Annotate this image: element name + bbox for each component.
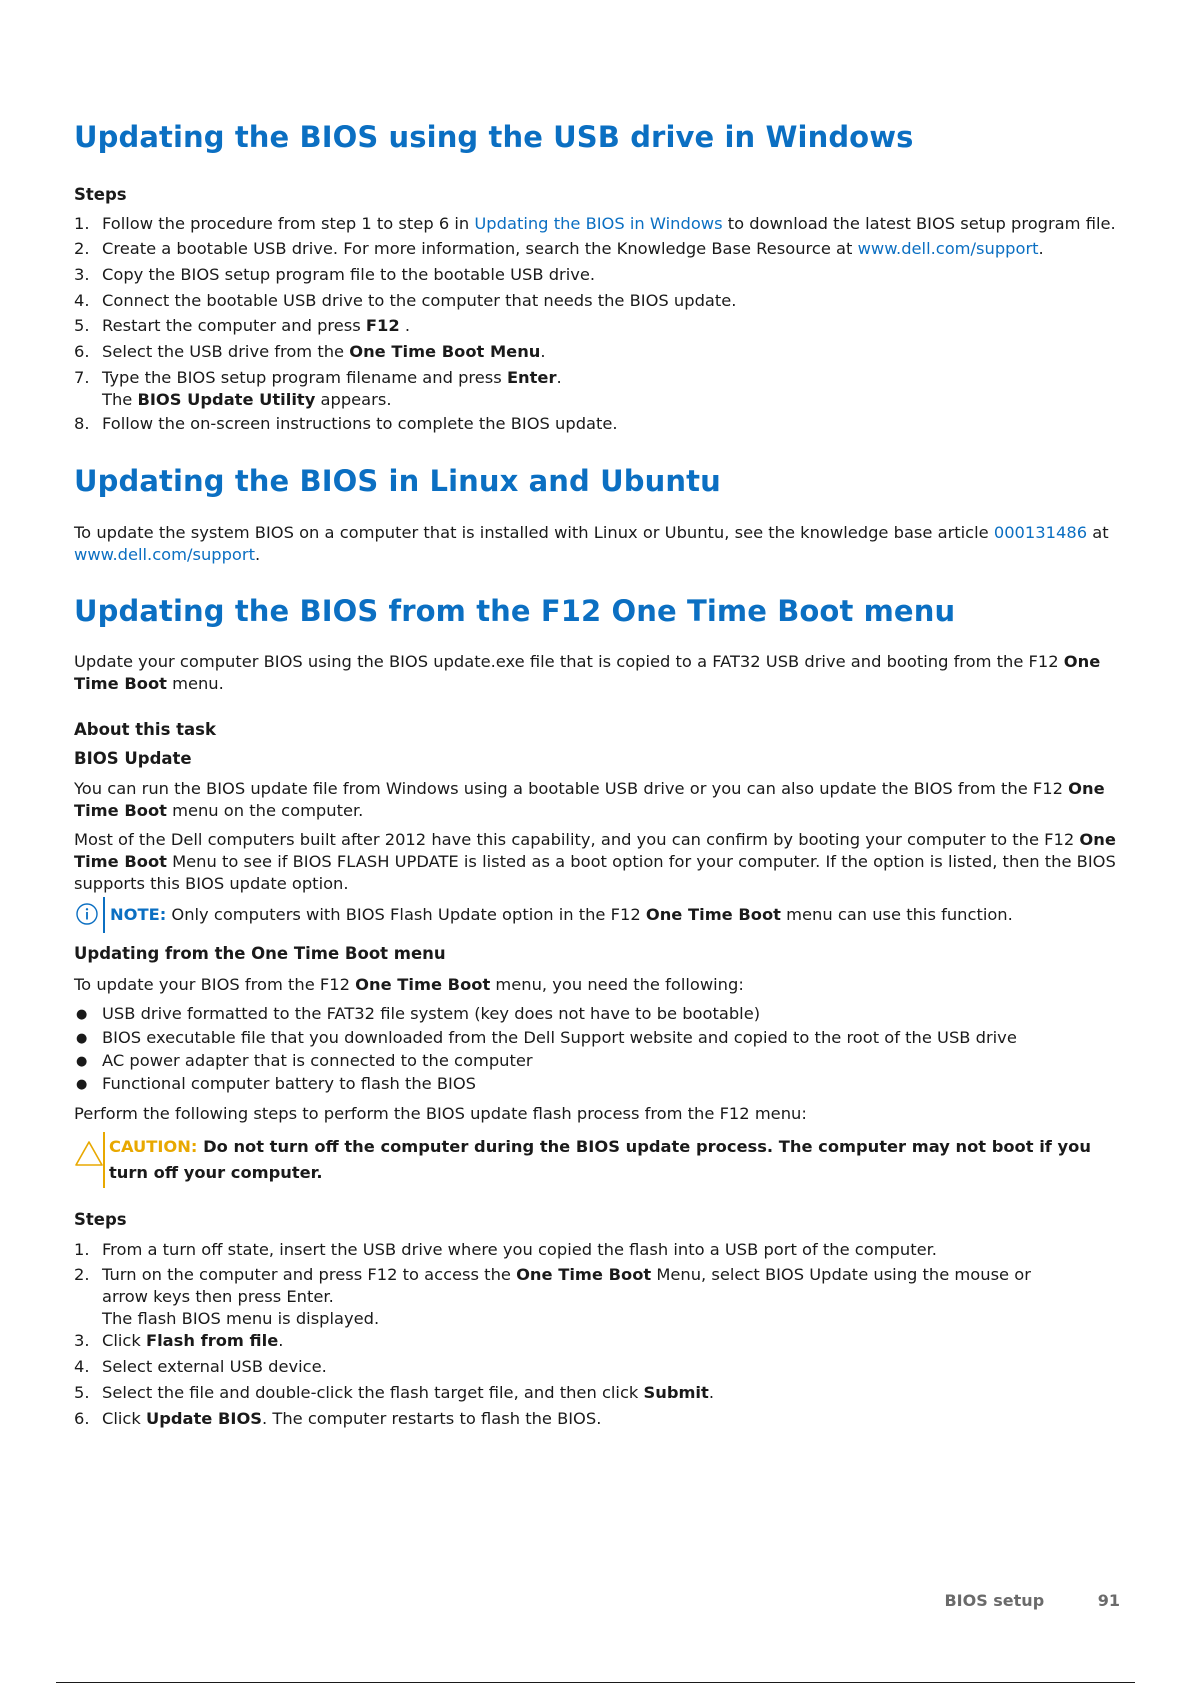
note-body: Only computers with BIOS Flash Update option in the F12 [166,905,646,924]
list-item [74,264,1120,286]
caution-label: CAUTION: [109,1137,198,1156]
note-bold: One Time Boot [645,905,781,924]
para-text: Menu to see if BIOS FLASH UPDATE is listed as a boot option for your computer. If the option is listed, then the BIOS supports this BIOS update option. [74,852,1116,893]
step-text: Select the file and double-click the flash target file, and then click [102,1383,644,1402]
step-number: 7. [74,368,90,387]
caution-text [109,1134,1119,1186]
step-bold: Flash from file [145,1331,279,1350]
para-text: menu. [166,674,224,693]
step-text: Connect the bootable USB drive to the computer that needs the BIOS update. [102,291,737,310]
list-item [74,1239,1120,1261]
step-text: . [399,316,411,335]
step-number: 1. [74,1240,90,1259]
step-number: 5. [74,316,90,335]
step-number: 2. [74,239,90,258]
step-text: Create a bootable USB drive. For more information, search the Knowledge Base Resource at [102,239,858,258]
step-number: 1. [74,214,90,233]
step-text: Follow the on-screen instructions to complete the BIOS update. [102,414,618,433]
list-item [74,1264,1120,1330]
para-text: Most of the Dell computers built after 2012 have this capability, and you can confirm by booting your computer to the F12 [74,830,1080,849]
step-bold: Submit [643,1383,709,1402]
step-number: 6. [74,342,90,361]
page-footer [944,1591,1120,1610]
step-text: Type the BIOS setup program filename and press [102,368,507,387]
link-kb-article[interactable]: 000131486 [993,523,1088,542]
bios-update-heading: BIOS Update [74,749,192,768]
step-number: 8. [74,414,90,433]
step-text: Copy the BIOS setup program file to the bootable USB drive. [102,265,596,284]
step-text: . [708,1383,714,1402]
step-number: 3. [74,1331,90,1350]
step-text: Follow the procedure from step 1 to step 6 in [102,214,475,233]
section-title-usb-windows: Updating the BIOS using the USB drive in Windows [74,120,914,154]
step-bold: Update BIOS [145,1409,263,1428]
para-text: menu, you need the following: [490,975,744,994]
list-item [74,341,1120,363]
list-item [74,213,1120,235]
step-number: 4. [74,291,90,310]
para-bold: One Time Boot [74,830,1116,871]
step-number: 3. [74,265,90,284]
caution-divider [103,1132,105,1188]
intro-paragraph [74,651,1120,695]
step-text: Click [102,1409,146,1428]
caution-body: Do not turn off the computer during the BIOS update process. The computer may not boot if you turn off your computer. [109,1137,1091,1182]
bullet-dot: ● [76,1007,88,1022]
bullet-text: Functional computer battery to flash the BIOS [102,1074,476,1093]
step-text: Menu, select BIOS Update using the mouse or arrow keys then press Enter. [102,1265,1031,1306]
info-icon [76,903,98,925]
about-task-heading: About this task [74,720,216,739]
step-text: The flash BIOS menu is displayed. [102,1309,380,1328]
note-label: NOTE: [110,905,167,924]
note-body: menu can use this function. [780,905,1013,924]
step-text: Click [102,1331,146,1350]
para-text: menu on the computer. [166,801,364,820]
list-item [74,238,1120,260]
step-bold: One Time Boot [516,1265,652,1284]
paragraph-3 [74,974,1120,996]
step-text: . [540,342,546,361]
step-text: . The computer restarts to flash the BIOS. [262,1409,602,1428]
list-item [74,290,1120,312]
section-title-linux-ubuntu: Updating the BIOS in Linux and Ubuntu [74,464,721,498]
step-text: appears. [315,390,392,409]
list-item [74,1382,1120,1404]
list-item [74,1027,1120,1049]
step-text: The [102,390,138,409]
para-bold: One Time Boot [74,652,1101,693]
step-bold: One Time Boot Menu [349,342,541,361]
link-dell-support[interactable]: www.dell.com/support [74,545,255,564]
list-item [74,367,1120,411]
para-text: Update your computer BIOS using the BIOS update.exe file that is copied to a FAT32 USB drive and booting from the F12 [74,652,1064,671]
step-bold: BIOS Update Utility [137,390,316,409]
note-text [110,904,1013,926]
steps-heading: Steps [74,1210,127,1229]
paragraph-2 [74,829,1120,895]
bullet-text: USB drive formatted to the FAT32 file system (key does not have to be bootable) [102,1004,761,1023]
step-text: Select the USB drive from the [102,342,350,361]
step-text: Turn on the computer and press F12 to access the [102,1265,517,1284]
paragraph-1 [74,778,1120,822]
step-text: Restart the computer and press [102,316,366,335]
footer-section-name: BIOS setup [944,1591,1045,1610]
para-text: . [254,545,261,564]
step-text: . [278,1331,284,1350]
steps-heading: Steps [74,185,127,204]
list-item [74,1330,1120,1352]
bullet-text: AC power adapter that is connected to the computer [102,1051,533,1070]
list-item [74,1073,1120,1095]
list-item [74,315,1120,337]
caution-callout [74,1132,1120,1188]
step-text: Select external USB device. [102,1357,327,1376]
list-item [74,1050,1120,1072]
list-item [74,413,1120,435]
para-text: To update the system BIOS on a computer that is installed with Linux or Ubuntu, see the knowledge base article [74,523,994,542]
step-text: . [556,368,562,387]
step-number: 6. [74,1409,90,1428]
warning-triangle-icon [74,1140,104,1168]
note-divider [103,897,105,933]
updating-heading: Updating from the One Time Boot menu [74,944,446,963]
bottom-rule [56,1682,1135,1683]
para-bold: One Time Boot [355,975,491,994]
list-item [74,1408,1120,1430]
link-updating-bios-windows[interactable]: Updating the BIOS in Windows [474,214,723,233]
step-bold: Enter [506,368,557,387]
step-bold: F12 [365,316,400,335]
para-text: To update your BIOS from the F12 [74,975,356,994]
bullet-text: BIOS executable file that you downloaded from the Dell Support website and copied to the root of the USB drive [102,1028,1017,1047]
step-text: From a turn off state, insert the USB drive where you copied the flash into a USB port of the computer. [102,1240,937,1259]
step-number: 4. [74,1357,90,1376]
link-dell-support[interactable]: www.dell.com/support [857,239,1039,258]
list-item [74,1356,1120,1378]
step-text: to download the latest BIOS setup program file. [722,214,1116,233]
note-callout [74,897,1120,933]
list-item [74,1003,1120,1025]
para-bold: One Time Boot [74,779,1105,820]
step-number: 5. [74,1383,90,1402]
step-text: . [1038,239,1044,258]
section-title-f12-boot: Updating the BIOS from the F12 One Time Boot menu [74,594,956,628]
bullet-dot: ● [76,1031,88,1046]
bullet-dot: ● [76,1077,88,1092]
para-text: You can run the BIOS update file from Windows using a bootable USB drive or you can also update the BIOS from the F12 [74,779,1069,798]
page-number: 91 [1097,1591,1120,1610]
linux-paragraph [74,522,1120,566]
bullet-dot: ● [76,1054,88,1069]
paragraph-4: Perform the following steps to perform the BIOS update flash process from the F12 menu: [74,1104,807,1123]
step-number: 2. [74,1265,90,1284]
para-text: at [1087,523,1109,542]
